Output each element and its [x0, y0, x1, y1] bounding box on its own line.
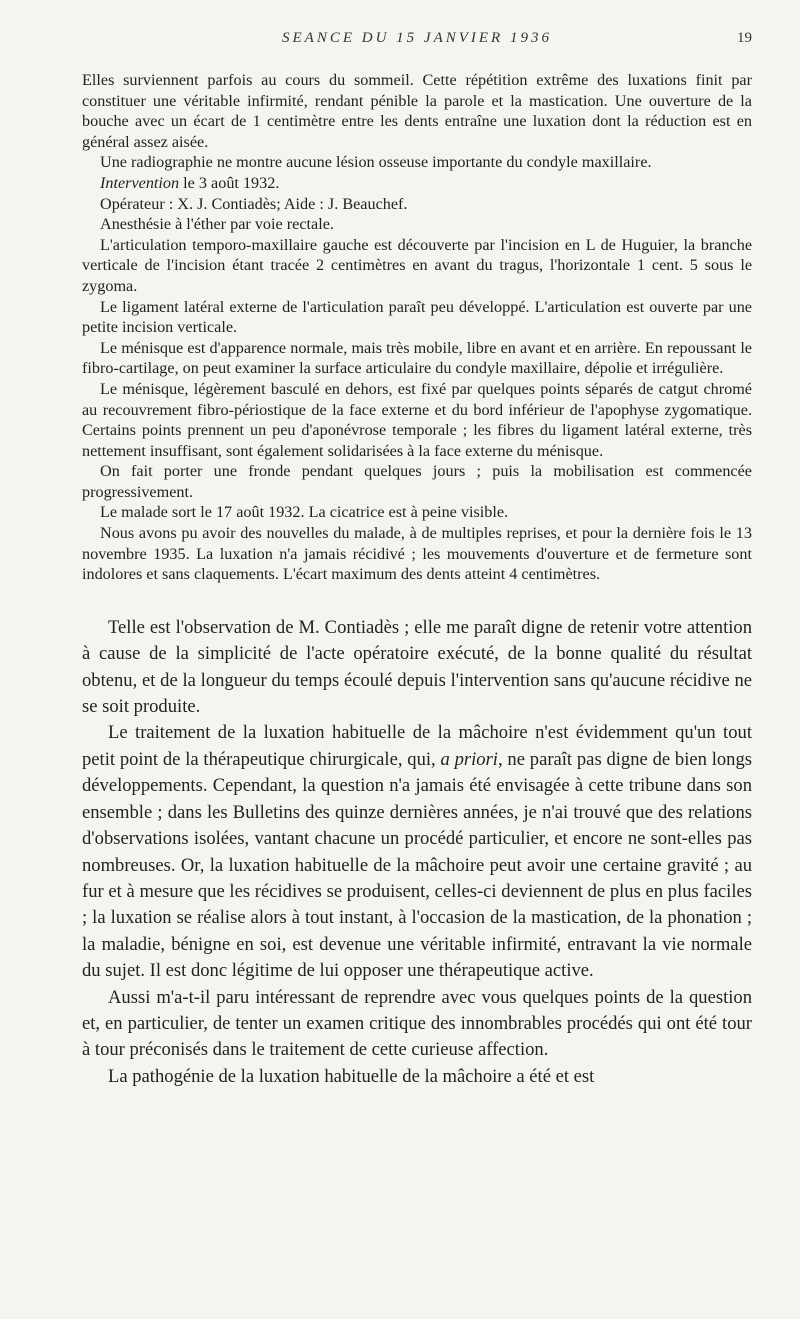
- observation-paragraph-5: Anesthésie à l'éther par voie rectale.: [100, 215, 334, 234]
- body-paragraph-1: Telle est l'observation de M. Contiadès ; elle me paraît digne de retenir votre attention à cause de la simplicité de l'acte opératoire exécuté, de la bonne qualité du résultat obtenu, et de la longueur du temps écoulé depuis l'intervention sans qu'aucune récidive ne se soit produite.: [82, 616, 752, 718]
- observation-paragraph-9: Le ménisque, légèrement basculé en dehors, est fixé par quelques points séparés de catgut chromé au recouvrement fibro-périostique de la face externe et du bord inférieur de l'apophyse zygomatique. Certains points prennent un peu d'aponévrose temporale ; les fibres du ligament latéral externe, très nettement insuffisant, sont également solidarisées à la face externe du ménisque.: [82, 379, 752, 460]
- body-paragraph-2: [82, 720, 752, 984]
- observation-paragraph-6: L'articulation temporo-maxillaire gauche est découverte par l'incision en L de Huguier, la branche verticale de l'incision étant tracée 2 centimètres en avant du tragus, l'horizontale 1 cent. 5 sous le zygoma.: [82, 235, 752, 295]
- running-header: [82, 30, 752, 54]
- observation-paragraph-3: [82, 173, 752, 194]
- observation-paragraph-7: Le ligament latéral externe de l'articulation paraît peu développé. L'articulation est ouverte par une petite incision verticale.: [82, 297, 752, 337]
- observation-paragraph-8: Le ménisque est d'apparence normale, mais très mobile, libre en avant et en arrière. En repoussant le fibro-cartilage, on peut examiner la surface articulaire du condyle maxillaire, dépolie et irrégulière.: [82, 338, 752, 378]
- observation-paragraph-10: On fait porter une fronde pendant quelques jours ; puis la mobilisation est commencée progressivement.: [82, 462, 752, 501]
- body-paragraph-4: La pathogénie de la luxation habituelle de la mâchoire a été et est: [108, 1065, 595, 1087]
- observation-paragraph-11: Le malade sort le 17 août 1932. La cicatrice est à peine visible.: [100, 503, 509, 522]
- body-paragraph-3: Aussi m'a-t-il paru intéressant de reprendre avec vous quelques points de la question et, en particulier, de tenter un examen critique des innombrables procédés qui ont été tour à tour préconisés dans le traitement de cette curieuse affection.: [82, 986, 752, 1061]
- page-number: 19: [737, 30, 752, 46]
- running-title: SEANCE DU 15 JANVIER 1936: [282, 30, 552, 46]
- observation-block: [82, 70, 752, 585]
- intervention-label: Intervention: [100, 173, 180, 192]
- a-priori-phrase: a priori: [440, 748, 498, 770]
- observation-paragraph-2: Une radiographie ne montre aucune lésion osseuse importante du condyle maxillaire.: [100, 153, 652, 172]
- main-text-block: [82, 615, 752, 1090]
- observation-paragraph-12: Nous avons pu avoir des nouvelles du malade, à de multiples reprises, et pour la dernière fois le 13 novembre 1935. La luxation n'a jamais récidivé ; les mouvements d'ouverture et de fermeture sont indolores et sans claquements. L'écart maximum des dents atteint 4 centimètres.: [82, 524, 752, 584]
- observation-paragraph-4: Opérateur : X. J. Contiadès; Aide : J. Beauchef.: [100, 194, 408, 213]
- observation-paragraph-1: Elles surviennent parfois au cours du sommeil. Cette répétition extrême des luxations finit par constituer une véritable infirmité, rendant pénible la parole et la mastication. Une ouverture de la bouche avec un écart de 1 centimètre entre les dents entraîne une luxation dont la réduction est en général assez aisée.: [82, 71, 752, 151]
- intervention-date: le 3 août 1932.: [179, 173, 280, 192]
- body-paragraph-2-end: , ne paraît pas digne de bien longs développements. Cependant, la question n'a jamais été envisagée à cette tribune dans son ensemble ; dans les Bulletins des quinze dernières années, je n'ai trouvé que des relations d'observations isolées, vantant chacune un procédé particulier, et encore ne sont-elles pas nombreuses. Or, la luxation habituelle de la mâchoire peut avoir une certaine gravité ; au fur et à mesure que les récidives se produisent, celles-ci deviennent de plus en plus faciles ; la luxation se réalise alors à tout instant, à l'occasion de la mastication, de la phonation ; la maladie, bénigne en soi, est devenue une véritable infirmité, entravant la vie normale du sujet. Il est donc légitime de lui opposer une thérapeutique active.: [82, 748, 753, 982]
- body-paragraph-2-start: Le traitement de la luxation habituelle de la mâchoire n'est évidemment qu'un tout petit point de la thérapeutique chirurgicale, qui,: [82, 722, 752, 770]
